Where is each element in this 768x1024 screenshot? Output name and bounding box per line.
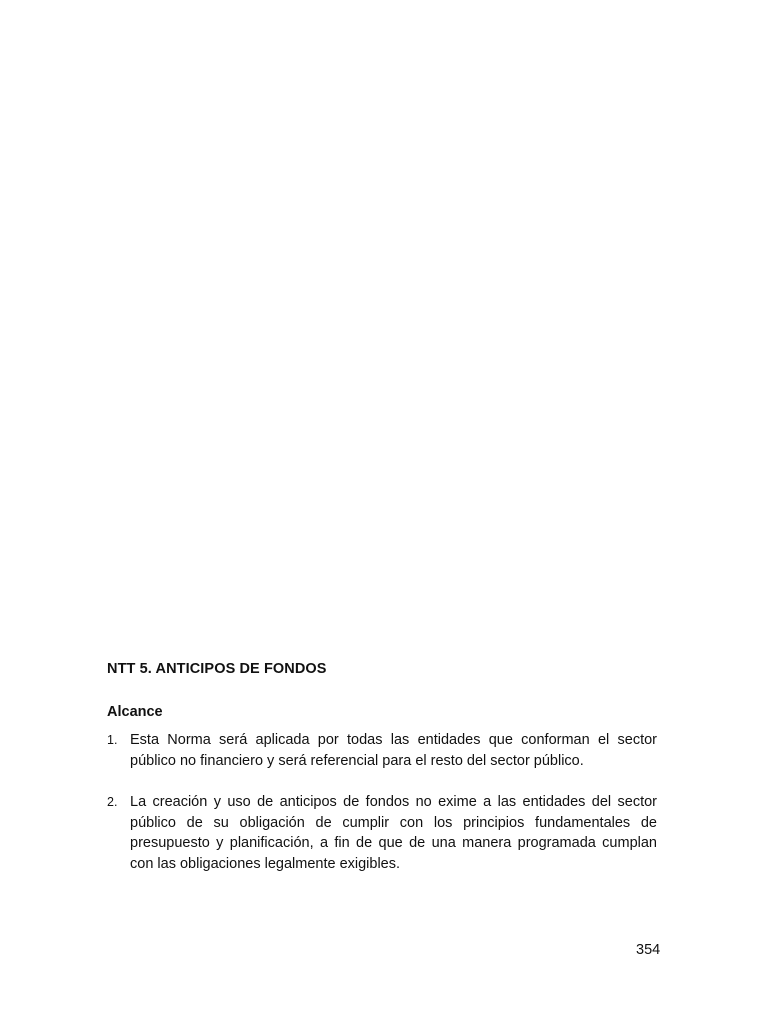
paragraph-text: La creación y uso de anticipos de fondos no exime a las entidades del sector público de su obligación de cumplir con los principios fundamentales de presupuesto y planificación, a fin de que de una manera programada cumplan con las obligaciones legalmente exigibles.: [130, 794, 657, 872]
document-title: NTT 5. ANTICIPOS DE FONDOS: [107, 661, 327, 677]
numbered-paragraph: [107, 792, 657, 874]
paragraph-number: 1.: [107, 733, 118, 747]
numbered-paragraph: [107, 730, 657, 771]
paragraph-text: Esta Norma será aplicada por todas las entidades que conforman el sector público no financiero y será referencial para el resto del sector público.: [130, 732, 657, 769]
page-number: 354: [636, 942, 661, 958]
paragraph-number: 2.: [107, 795, 118, 809]
section-heading-alcance: Alcance: [107, 704, 163, 720]
